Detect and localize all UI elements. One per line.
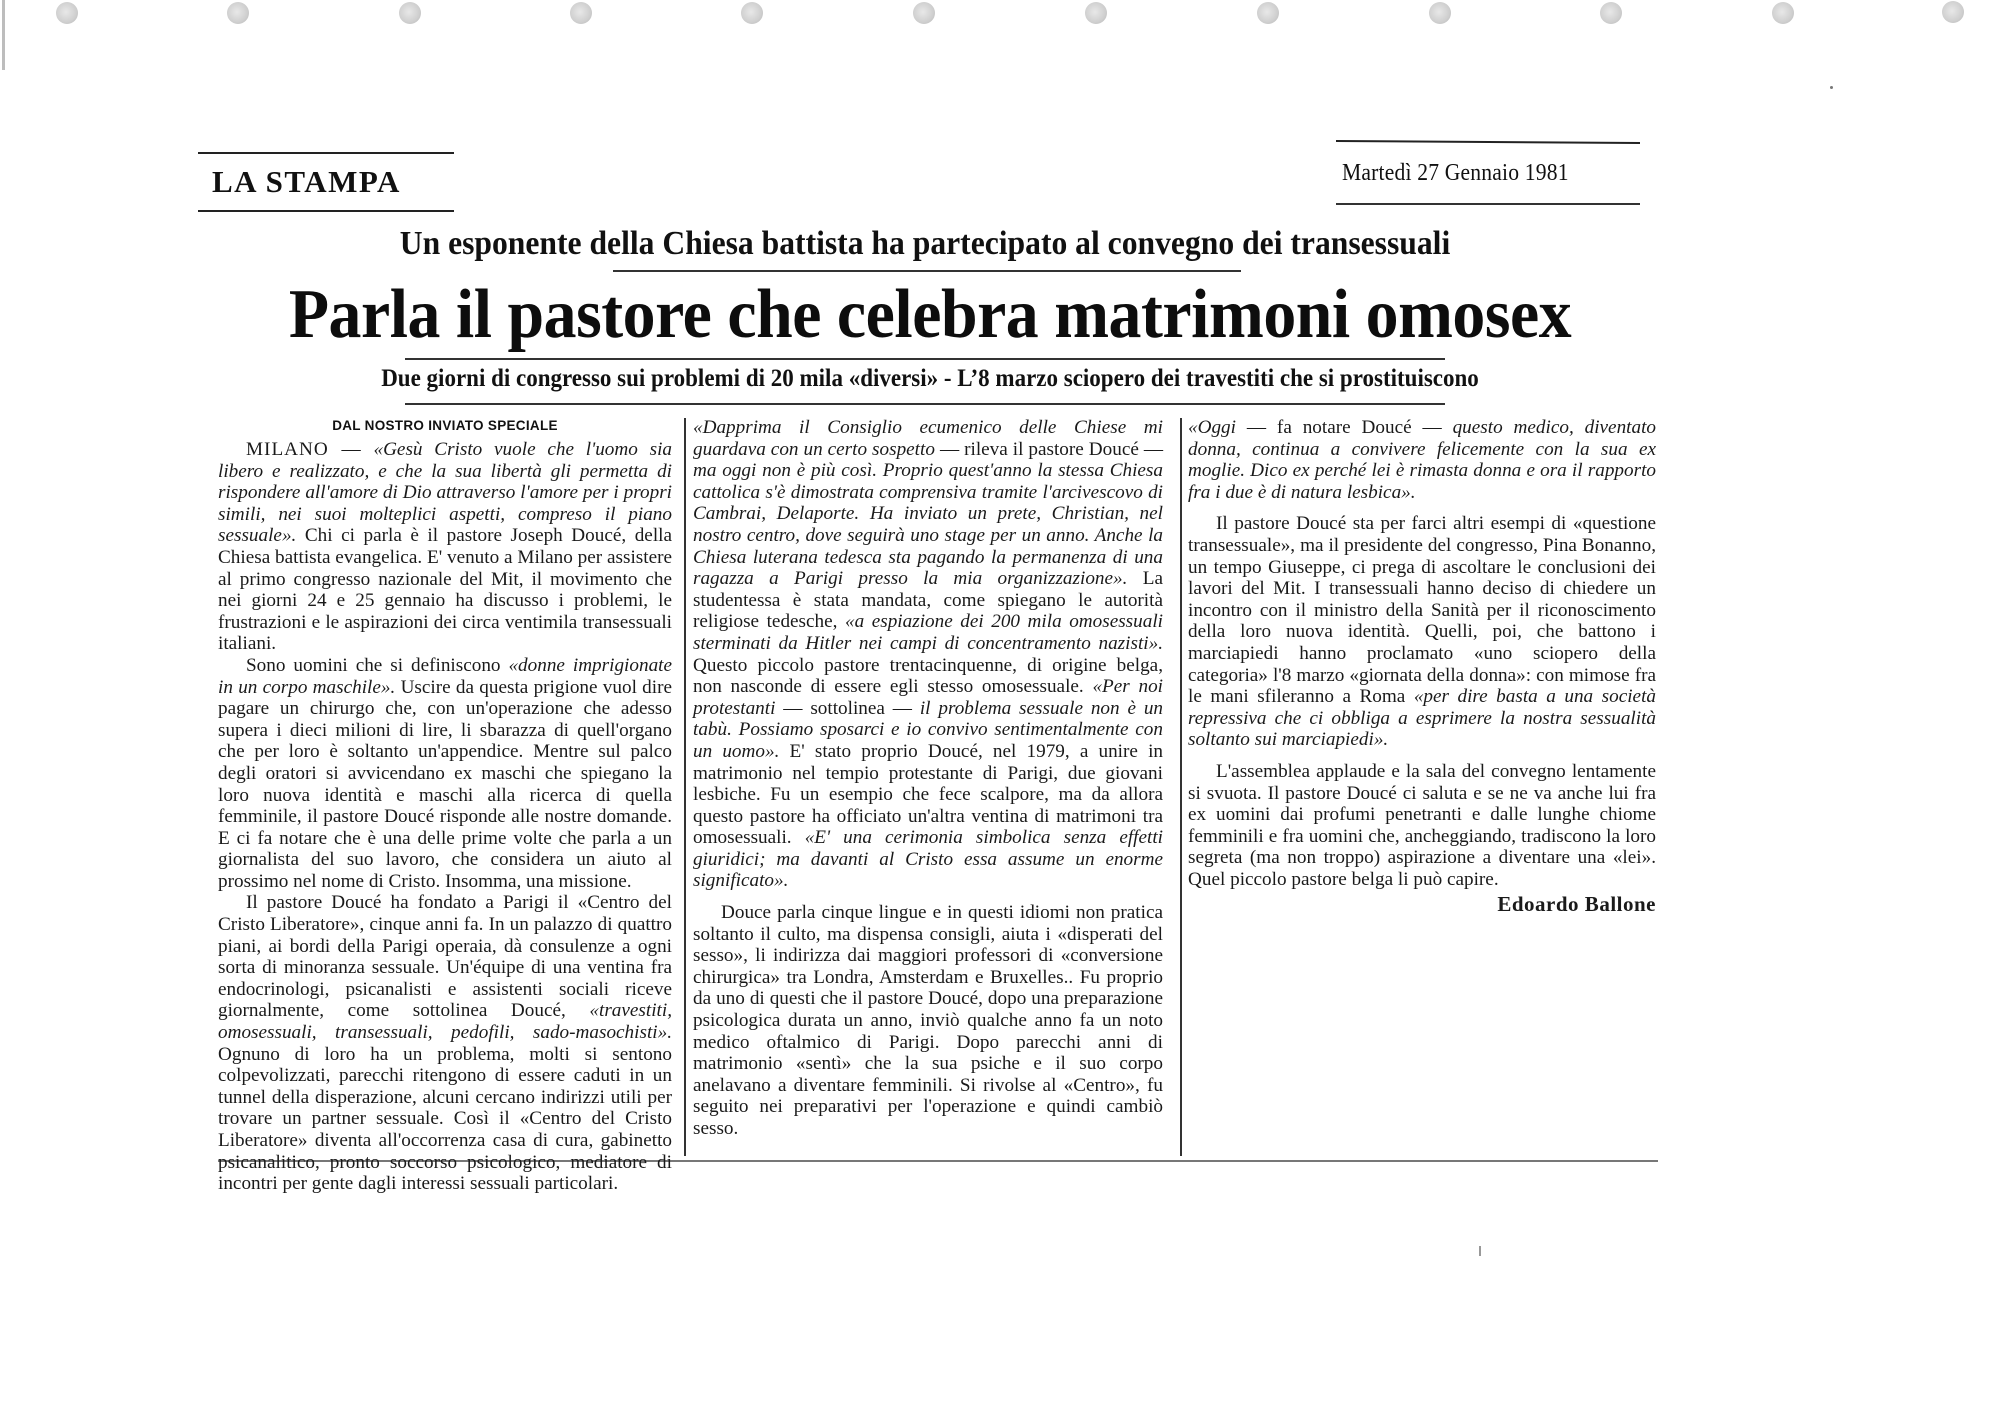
paragraph bbox=[218, 439, 672, 655]
paragraph bbox=[218, 655, 672, 893]
paragraph-text: Il pastore Doucé ha fondato a Parigi il «Centro del Cristo Liberatore», cinque anni fa. In un palazzo di quattro piani, ai bordi della Parigi operaia, dà consulenze a ogni sorta di minoranza sessuale. Un'équipe di una ventina fra endocrinologi, psicanalisti e assistenti sociali riceve giornalmente, come sottolinea Doucé, bbox=[218, 892, 672, 1022]
paragraph-text: L'assemblea applaude e la sala del convegno lentamente si svuota. Il pastore Doucé ci saluta e se ne va anche lui fra ex uomini dai profumi penetranti e dalle lunghe chiome femminili e fra uomini che, ancheggiando, tradiscono la loro segreta (ma non troppo) aspirazione a diventare una «lei». Quel piccolo pastore belga li può capire. bbox=[1188, 760, 1656, 890]
article-column-1 bbox=[218, 439, 672, 1195]
masthead-rule-top bbox=[198, 152, 454, 154]
quote: «travestiti, omosessuali, transessuali, pedofili, sado-masochisti». bbox=[218, 1000, 673, 1044]
paragraph-text: Il pastore Doucé sta per farci altri esempi di «questione transessuale», ma il presidente del congresso, Pina Bonanno, un tempo Giuseppe, ci prega di ascoltare le conclusioni dei lavori del Mit. I transessuali hanno deciso di chiedere un incontro con il ministro della Sanità per il riconoscimento della loro nuova identità. Quelli, poi, che battono i marciapiedi hanno proclamato «uno sciopero della categoria» l'8 marzo «giornata della donna»: con mimose fra le mani sfileranno a Roma bbox=[1188, 513, 1656, 708]
paragraph-text: — rileva il pastore Doucé — bbox=[939, 438, 1164, 460]
punch-hole bbox=[1942, 1, 1964, 23]
quote: «Dapprima il Consiglio ecumenico delle Chiese mi guardava con un certo sospetto bbox=[693, 417, 1163, 460]
quote: «a espiazione dei 200 mila omosessuali sterminati da Hitler nei campi di concentramento nazisti». bbox=[693, 611, 1164, 654]
paragraph-text: E' stato proprio Doucé, nel 1979, a unire in matrimonio nel tempio protestante di Parigi, due giovani lesbiche. Fu un esempio che fece scalpore, ma da allora questo pastore ha officiato un'altra ventina di matrimoni tra omosessuali. bbox=[693, 740, 1163, 849]
headline-underline bbox=[405, 358, 1445, 360]
paragraph bbox=[1188, 513, 1656, 751]
punch-hole bbox=[1772, 2, 1794, 24]
punch-hole bbox=[741, 2, 763, 24]
quote: «Oggi bbox=[1188, 417, 1236, 438]
paragraph-text: — sottolinea — bbox=[783, 697, 912, 719]
punch-hole bbox=[56, 2, 78, 24]
paragraph bbox=[1188, 761, 1656, 891]
paragraph-text: Questo piccolo pastore trentacinquenne, di origine belga, non nasconde di essere egli stesso omosessuale. bbox=[693, 654, 1163, 698]
byline: DAL NOSTRO INVIATO SPECIALE bbox=[332, 418, 558, 433]
kicker-headline: Un esponente della Chiesa battista ha partecipato al convegno dei transessuali bbox=[399, 225, 1451, 262]
paragraph bbox=[693, 902, 1163, 1140]
article-column-2 bbox=[693, 417, 1163, 1140]
date-rule-bottom bbox=[1336, 203, 1640, 205]
punch-hole bbox=[1257, 2, 1279, 24]
quote: «Per noi protestanti bbox=[693, 676, 1163, 719]
punch-hole bbox=[1085, 2, 1107, 24]
punch-hole bbox=[570, 2, 592, 24]
punch-hole bbox=[913, 2, 935, 24]
scan-speck bbox=[1830, 86, 1833, 89]
paragraph-text: Ognuno di loro ha un problema, molti si sentono colpevolizzati, parecchi ritengono di essere caduti in un tunnel della disperazione, alcuni cercano indirizzi utili per trovare un partner sessuale. Così il «Centro del Cristo Liberatore» diventa all'occorrenza casa di cura, gabinetto psicanalitico, pronto soccorso psicologico, mediatore di incontri per gente dagli interessi sessuali particolari. bbox=[218, 1043, 672, 1195]
paragraph-text: Chi ci parla è il pastore Joseph Doucé, della Chiesa battista evangelica. E' venuto a Milano per assistere al primo congresso nazionale del Mit, il movimento che nei giorni 24 e 25 gennaio ha discusso i problemi, le frustrazioni e le aspirazioni dei circa ventimila transessuali italiani. bbox=[218, 525, 672, 655]
newspaper-name: LA STAMPA bbox=[212, 164, 401, 199]
column-rule bbox=[684, 418, 686, 1156]
paragraph-text: — fa notare Doucé — bbox=[1246, 417, 1442, 438]
quote: il problema sessuale non è un tabù. Possiamo sposarci e io convivo sentimentalmente con un uomo». bbox=[693, 697, 1164, 762]
paragraph bbox=[1188, 417, 1656, 503]
paragraph-text: Douce parla cinque lingue e in questi idiomi non pratica soltanto il culto, ma dispensa consigli, aiuta i «disperati del sesso», li indirizza dai maggiori professori di «conversione chirurgica» tra Londra, Amsterdam e Bruxelles.. Fu proprio da uno di questi che il pastore Doucé, dopo una preparazione psicologica durata un anno, inviò qualche anno fa un noto medico oftalmico di Parigi. Dopo parecchi anni di matrimonio «sentì» che la sua psiche e il suo corpo anelavano a diventare femminili. Si rivolse al «Centro», fu seguito nei preparativi per l'operazione e quindi cambiò sesso. bbox=[693, 902, 1163, 1139]
paragraph-text: Uscire da questa prigione vuol dire pagare un chirurgo che, con un'operazione che adesso supera i dieci milioni di lire, li sbarazza di quell'organo che per loro è soltanto un'appendice. Mentre sul palco degli oratori si avvicendano ex maschi che spiegano la loro nuova identità e maschi alla ricerca di quella femminile, il pastore Doucé risponde alle nostre domande. E ci fa notare che è una delle prime volte che parla a un giornalista del suo lavoro, che considera un aiuto al prossimo nel nome di Cristo. Insomma, una missione. bbox=[218, 676, 672, 892]
subhead-underline bbox=[405, 403, 1445, 405]
masthead-rule-bottom bbox=[198, 210, 454, 212]
subheadline: Due giorni di congresso sui problemi di 20 mila «diversi» - L’8 marzo sciopero dei travestiti che si prostituiscono bbox=[381, 365, 1479, 392]
punch-hole bbox=[399, 2, 421, 24]
column-rule bbox=[1180, 418, 1182, 1156]
author-signature: Edoardo Ballone bbox=[1497, 892, 1656, 917]
date-rule-top bbox=[1336, 140, 1640, 144]
quote: «Gesù Cristo vuole che l'uomo sia libero e realizzato, e che la sua libertà gli permetta di rispondere all'amore di Dio attraverso l'amore per i propri simili, nei suoi molteplici aspetti, compreso il piano sessuale». bbox=[218, 439, 672, 547]
punch-hole bbox=[1600, 2, 1622, 24]
quote: «per dire basta a una società repressiva che ci obbliga a esprimere la nostra sessualità soltanto sui marciapiedi». bbox=[1188, 686, 1656, 751]
quote: «E' una cerimonia simbolica senza effetti giuridici; ma davanti al Cristo essa assume un enorme significato». bbox=[693, 827, 1164, 892]
quote: questo medico, diventato donna, continua a convivere felicemente con la sua ex moglie. Dico ex perché lei è rimasta donna e ora il rapporto fra i due è di natura lesbica». bbox=[1188, 417, 1657, 503]
quote: «donne imprigionate in un corpo maschile». bbox=[218, 654, 673, 698]
punch-hole bbox=[1429, 2, 1451, 24]
paragraph bbox=[693, 417, 1163, 892]
article-column-3 bbox=[1188, 417, 1656, 916]
main-headline: Parla il pastore che celebra matrimoni omosex bbox=[288, 276, 1572, 353]
quote: ma oggi non è più così. Proprio quest'anno la stessa Chiesa cattolica s'è dimostrata comprensiva tramite l'arcivescovo di Cambrai, Delaporte. Ha inviato un prete, Christian, nel nostro centro, dove seguirà uno stage per un anno. Anche la Chiesa luterana tedesca sta pagando la permanenza di una ragazza a Parigi presso la mia organizzazione». bbox=[693, 460, 1163, 590]
dateline: MILANO — bbox=[246, 439, 362, 460]
scan-edge bbox=[2, 0, 5, 70]
publication-date: Martedì 27 Gennaio 1981 bbox=[1342, 160, 1569, 186]
paragraph-text: La studentessa è stata mandata, come spiegano le autorità religiose tedesche, bbox=[693, 568, 1164, 633]
kicker-underline bbox=[613, 270, 1241, 272]
paragraph-text: Sono uomini che si definiscono bbox=[246, 654, 501, 676]
punch-hole bbox=[227, 2, 249, 24]
scan-mark bbox=[1479, 1246, 1481, 1256]
paragraph bbox=[218, 892, 672, 1194]
